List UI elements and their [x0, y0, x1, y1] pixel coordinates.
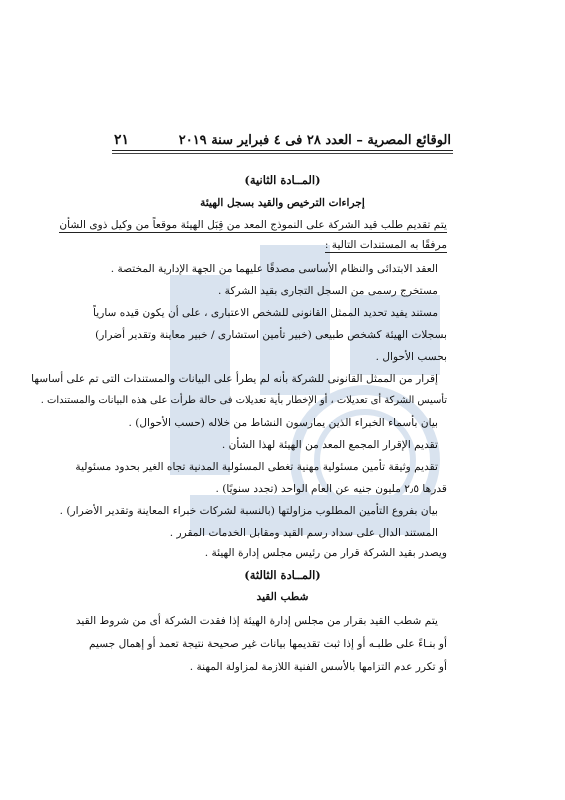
list-item: المستند الدال على سداد رسم القيد ومقابل الخدمات المقرر .	[169, 527, 438, 539]
article2-intro-line2: مرفقًا به المستندات التالية :	[324, 239, 447, 251]
header-rule	[112, 150, 453, 151]
list-item: مستند يفيد تحديد الممثل القانونى للشخص الاعتبارى ، على أن يكون قيده سارياً	[93, 307, 438, 319]
list-item: بيان بفروع التأمين المطلوب مزاولتها (بالنسبة لشركات خبراء المعاينة وتقدير الأضرار) .	[59, 505, 438, 517]
paragraph-line: يتم شطب القيد بقرار من مجلس إدارة الهيئة إذا فقدت الشركة أى من شروط القيد	[75, 615, 438, 627]
article2-heading: (المــادة الثانية)	[244, 173, 321, 187]
list-item: إقرار من الممثل القانونى للشركة بأنه لم يطرأ على البيانات والمستندات التى تم على أساسها	[31, 373, 438, 385]
article3-subheading: شطب القيد	[256, 591, 309, 603]
article2-subheading: إجراءات الترخيص والقيد بسجل الهيئة	[200, 197, 365, 209]
page-number: ٢١	[114, 132, 130, 148]
header-rule-thin	[112, 153, 453, 154]
article2-intro-line1: يتم تقديم طلب قيد الشركة على النموذج المعد من قِبَل الهيئة موقعاً من وكيل ذوى الشأن	[59, 219, 447, 231]
paragraph-line: أو بنـاءً على طلبـه أو إذا ثبت تقديمها بيانات غير صحيحة نتيجة تعمد أو إهمال جسيم	[88, 638, 447, 650]
list-item-continued: بسجلات الهيئة كشخص طبيعى (خبير تأمين استشارى / خبير معاينة وتقدير أضرار)	[95, 329, 447, 341]
article3-heading: (المــادة الثالثة)	[244, 568, 321, 582]
list-item: العقد الابتدائى والنظام الأساسى مصدقًا عليهما من الجهة الإدارية المختصة .	[110, 263, 438, 275]
list-item: مستخرج رسمى من السجل التجارى بقيد الشركة .	[217, 285, 438, 297]
running-header	[114, 126, 451, 148]
paragraph-line: أو تكرر عدم التزامها بالأسس الفنية اللازمة لمزاولة المهنة .	[189, 661, 447, 673]
journal-line: الوقائع المصرية – العدد ٢٨ فى ٤ فبراير سنة ٢٠١٩	[178, 133, 451, 148]
list-item-continued: بحسب الأحوال .	[375, 351, 447, 363]
list-item-continued: تأسيس الشركة أى تعديلات ، أو الإخطار بأية تعديلات فى حالة طرأت على هذه البيانات والمستندات .	[40, 395, 447, 406]
list-item: تقديم وثيقة تأمين مسئولية مهنية تغطى المسئولية المدنية تجاه الغير بحدود مسئولية	[75, 461, 438, 473]
list-item: بيان بأسماء الخبراء الذين يمارسون النشاط من خلاله (حسب الأحوال) .	[128, 417, 438, 429]
list-item: تقديم الإقرار المجمع المعد من الهيئة لهذا الشأن .	[221, 439, 438, 451]
decision-line: ويصدر بقيد الشركة قرار من رئيس مجلس إدارة الهيئة .	[204, 547, 447, 559]
list-item-continued: قدرها ٢٫٥ مليون جنيه عن العام الواحد (تجدد سنويًا) .	[215, 483, 447, 495]
